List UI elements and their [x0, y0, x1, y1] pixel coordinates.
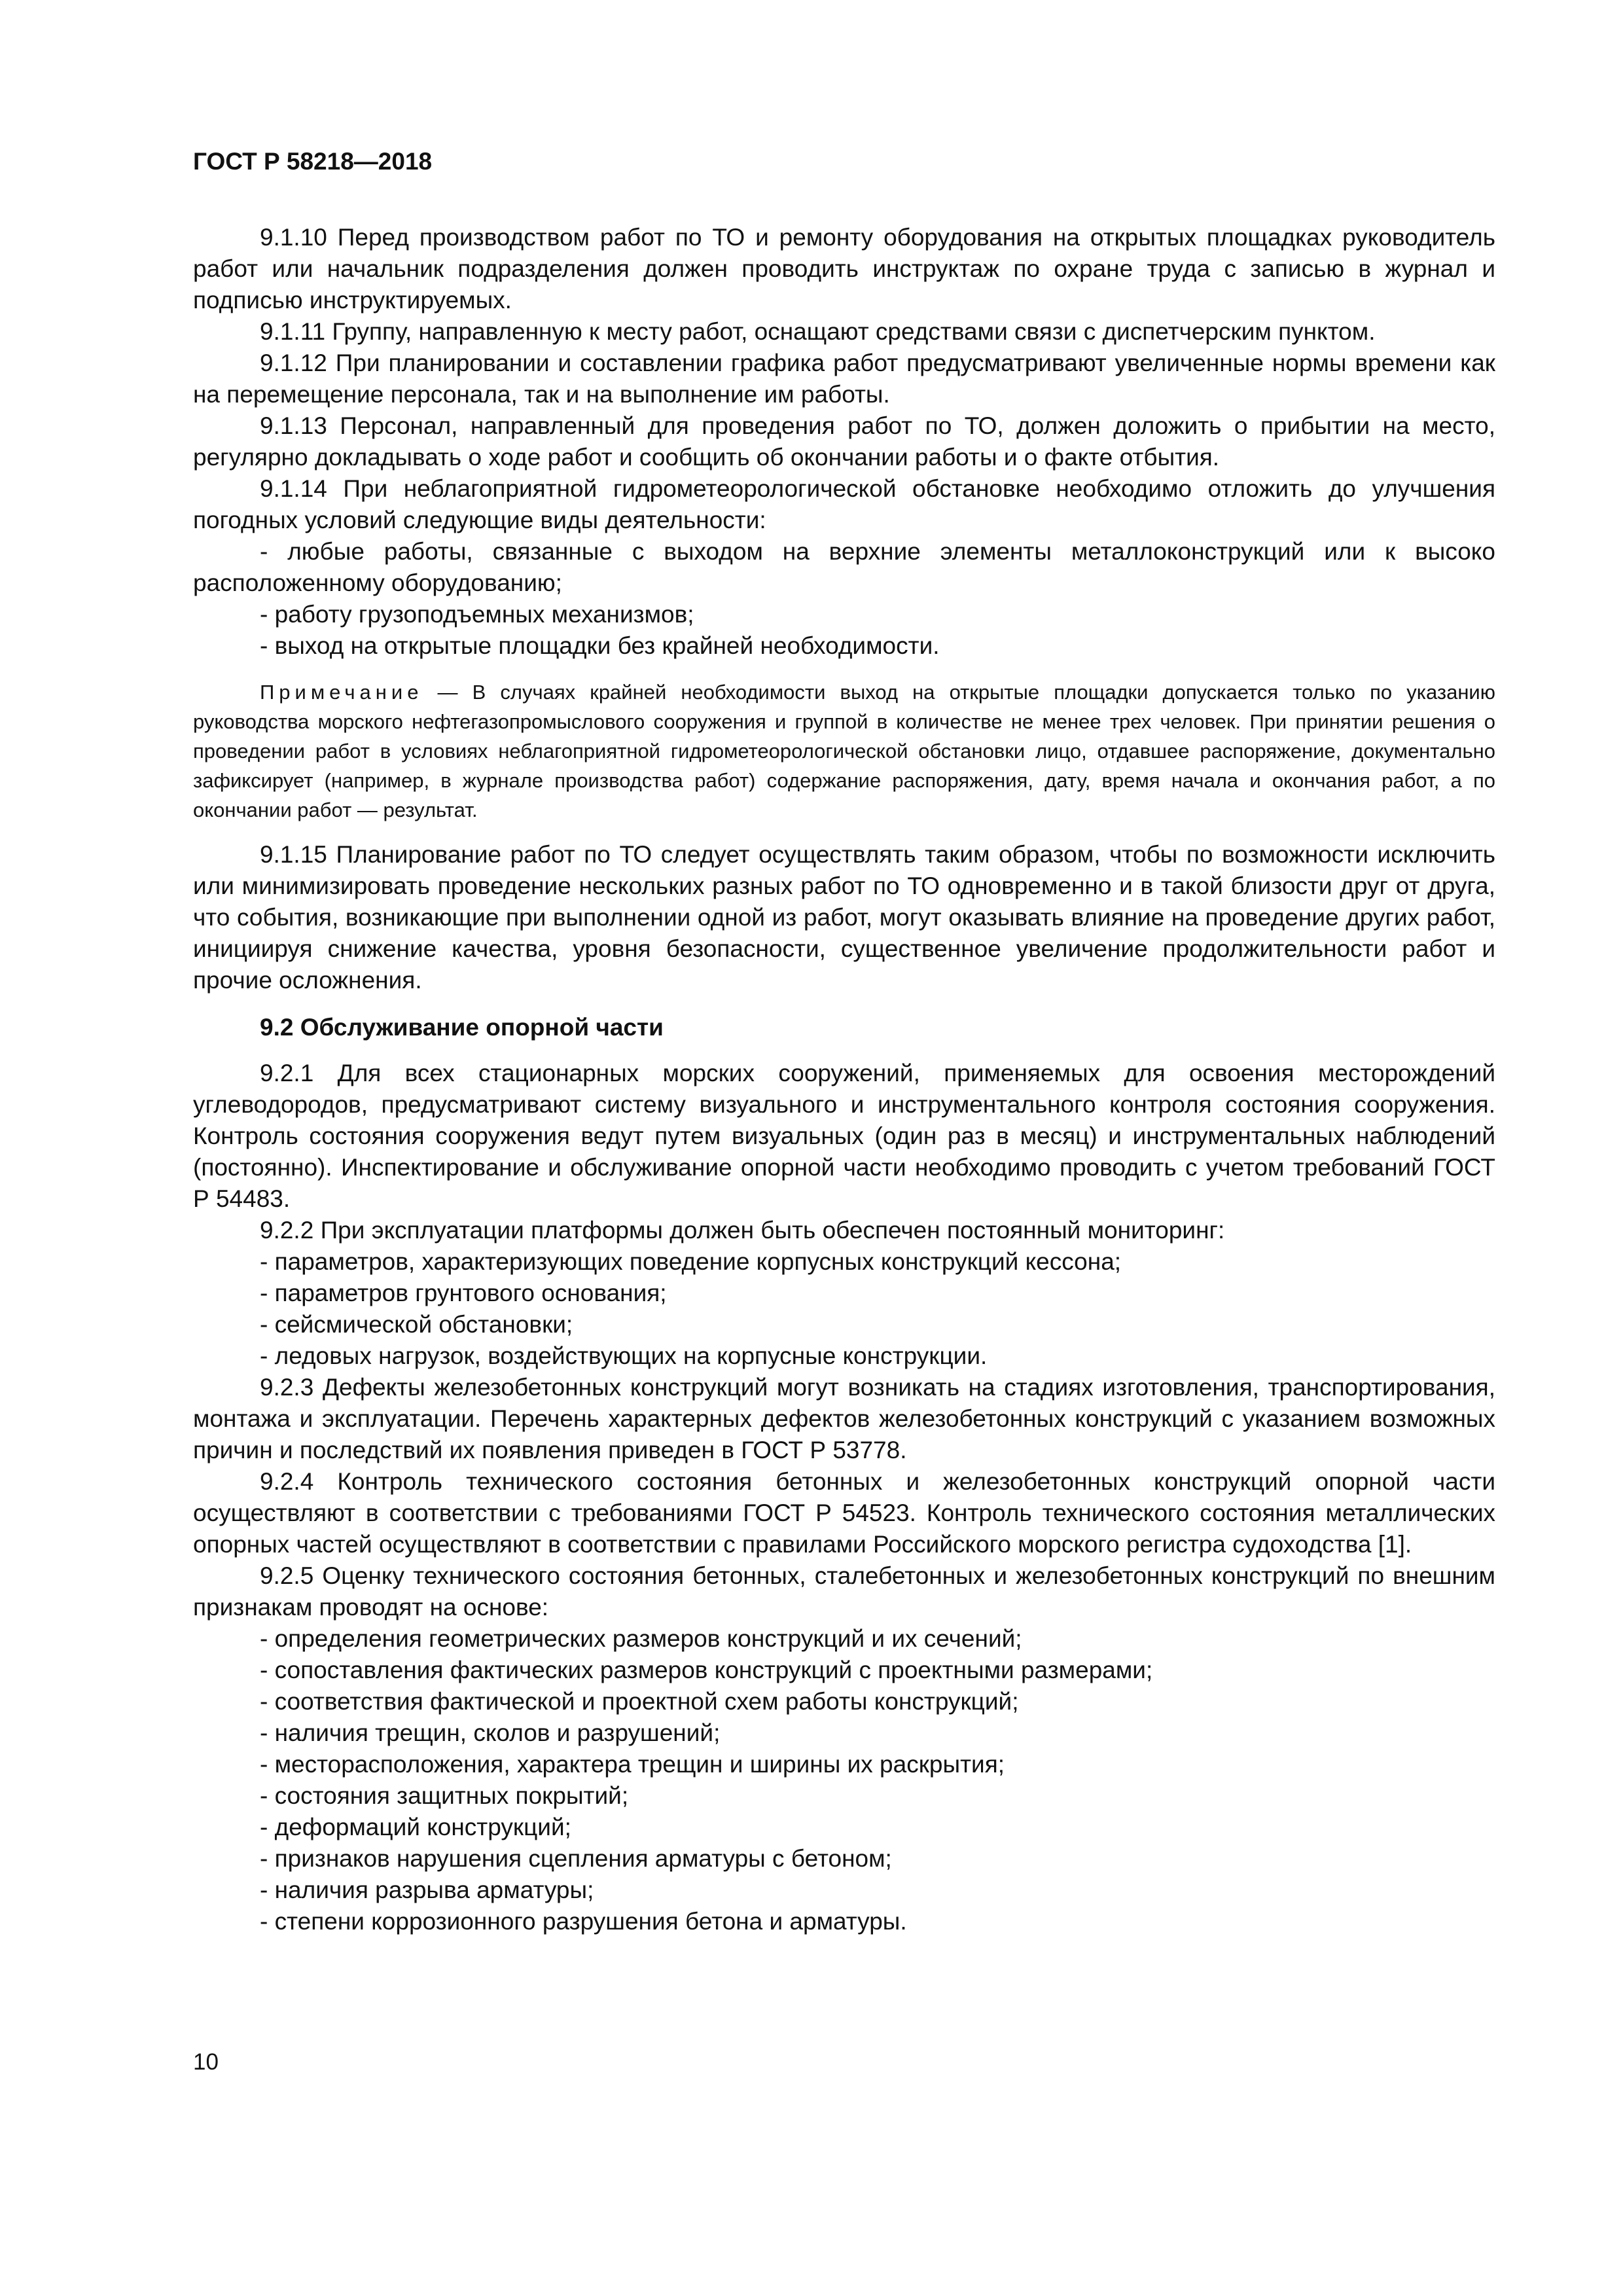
block-planning: [193, 839, 1495, 996]
paragraph: 9.1.14 При неблагоприятной гидрометеорологической обстановке необходимо отложить до улучшения погодных условий следующие виды деятельности:: [193, 475, 1495, 533]
list-item: - ледовых нагрузок, воздействующих на корпусные конструкции.: [260, 1342, 988, 1369]
section-title: 9.2 Обслуживание опорной части: [260, 1014, 664, 1041]
paragraph: 9.1.10 Перед производством работ по ТО и ремонту оборудования на открытых площадках руководитель работ или начальник подразделения должен проводить инструктаж по охране труда с записью в журнал и подписью инструктируемых.: [193, 224, 1495, 314]
list-item: - месторасположения, характера трещин и ширины их раскрытия;: [260, 1751, 1005, 1778]
list-item: - определения геометрических размеров конструкций и их сечений;: [260, 1625, 1022, 1652]
note-text: — В случаях крайней необходимости выход на открытые площадки допускается только по указанию руководства морского нефтегазопромыслового сооружения и группой в количестве не менее трех человек. При принятии решения о проведении работ в условиях неблагоприятной гидрометеорологической обстановки лицо, отдавшее распоряжение, документально зафиксирует (например, в журнале производства работ) содержание распоряжения, дату, время начала и окончания работ, а по окончании работ — результат.: [193, 681, 1495, 821]
list-item: - признаков нарушения сцепления арматуры с бетоном;: [260, 1845, 892, 1872]
paragraph: 9.1.13 Персонал, направленный для проведения работ по ТО, должен доложить о прибытии на место, регулярно докладывать о ходе работ и сообщить об окончании работы и о факте отбытия.: [193, 412, 1495, 471]
list-item: - состояния защитных покрытий;: [260, 1782, 629, 1809]
list-item: - любые работы, связанные с выходом на верхние элементы металлоконструкций или к высоко расположенному оборудованию;: [193, 538, 1495, 596]
list-item: - деформаций конструкций;: [260, 1814, 571, 1840]
list-item: - наличия разрыва арматуры;: [260, 1876, 594, 1903]
block-support-maintenance: [193, 1058, 1495, 1937]
paragraph: 9.2.3 Дефекты железобетонных конструкций могут возникать на стадиях изготовления, транспортирования, монтажа и эксплуатации. Перечень характерных дефектов железобетонных конструкций с указанием возможных причин и последствий их появления приведен в ГОСТ Р 53778.: [193, 1374, 1495, 1463]
page-number: 10: [193, 2049, 219, 2075]
list-item: - работу грузоподъемных механизмов;: [260, 601, 694, 628]
paragraph: 9.2.5 Оценку технического состояния бетонных, сталебетонных и железобетонных конструкций по внешним признакам проводят на основе:: [193, 1562, 1495, 1621]
list-item: - параметров, характеризующих поведение корпусных конструкций кессона;: [260, 1248, 1122, 1275]
paragraph: 9.1.11 Группу, направленную к месту работ, оснащают средствами связи с диспетчерским пунктом.: [260, 318, 1376, 345]
document-header: ГОСТ Р 58218—2018: [193, 148, 433, 175]
document-page: [193, 147, 1495, 1937]
paragraph: 9.1.12 При планировании и составлении графика работ предусматривают увеличенные нормы времени как на перемещение персонала, так и на выполнение им работы.: [193, 350, 1495, 408]
paragraph: 9.2.2 При эксплуатации платформы должен быть обеспечен постоянный мониторинг:: [260, 1217, 1225, 1244]
note-label: Примечание: [260, 681, 423, 704]
paragraph: 9.1.15 Планирование работ по ТО следует осуществлять таким образом, чтобы по возможности исключить или минимизировать проведение нескольких разных работ по ТО одновременно и в такой близости друг от друга, что события, возникающие при выполнении одной из работ, могут оказывать влияние на проведение других работ, инициируя снижение качества, уровня безопасности, существенное увеличение продолжительности работ и прочие осложнения.: [193, 841, 1495, 994]
list-item: - выход на открытые площадки без крайней необходимости.: [260, 632, 940, 659]
list-item: - сейсмической обстановки;: [260, 1311, 573, 1338]
list-item: - степени коррозионного разрушения бетона и арматуры.: [260, 1908, 907, 1935]
block-safety-rules: [193, 222, 1495, 662]
paragraph: 9.2.4 Контроль технического состояния бетонных и железобетонных конструкций опорной части осуществляют в соответствии с требованиями ГОСТ Р 54523. Контроль технического состояния металлических опорных частей осуществляют в соответствии с правилами Российского морского регистра судоходства [1].: [193, 1468, 1495, 1558]
paragraph: 9.2.1 Для всех стационарных морских сооружений, применяемых для освоения месторождений углеводородов, предусматривают систему визуального и инструментального контроля состояния сооружения. Контроль состояния сооружения ведут путем визуальных (один раз в месяц) и инструментальных наблюдений (постоянно). Инспектирование и обслуживание опорной части необходимо проводить с учетом требований ГОСТ Р 54483.: [193, 1060, 1495, 1212]
note: [193, 677, 1495, 825]
list-item: - соответствия фактической и проектной схем работы конструкций;: [260, 1688, 1019, 1715]
list-item: - сопоставления фактических размеров конструкций с проектными размерами;: [260, 1657, 1153, 1683]
list-item: - наличия трещин, сколов и разрушений;: [260, 1719, 721, 1746]
list-item: - параметров грунтового основания;: [260, 1280, 667, 1306]
